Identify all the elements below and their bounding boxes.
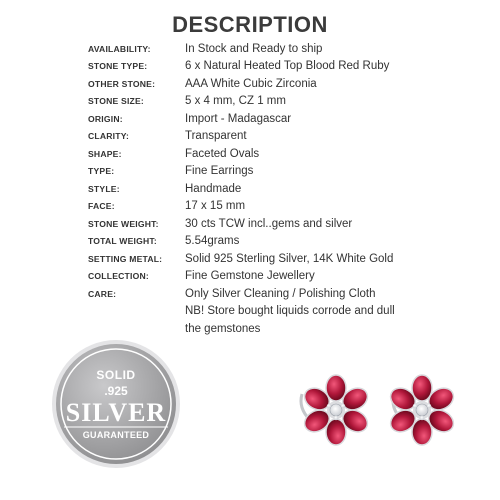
spec-value: 6 x Natural Heated Top Blood Red Ruby bbox=[185, 60, 390, 73]
page-title: DESCRIPTION bbox=[172, 12, 328, 37]
spec-row-setting-metal bbox=[88, 250, 488, 268]
care-note-line bbox=[88, 303, 488, 321]
spec-label: STONE SIZE: bbox=[88, 96, 144, 107]
spec-value: Transparent bbox=[185, 130, 247, 143]
spec-label: CLARITY: bbox=[88, 131, 130, 142]
spec-label: AVAILABILITY: bbox=[88, 43, 151, 54]
spec-label: STYLE: bbox=[88, 183, 120, 194]
spec-value: Handmade bbox=[185, 182, 242, 195]
spec-label: TOTAL WEIGHT: bbox=[88, 236, 157, 247]
spec-label: ORIGIN: bbox=[88, 113, 123, 124]
spec-value: 30 cts TCW incl..gems and silver bbox=[185, 217, 353, 230]
spec-label: COLLECTION: bbox=[88, 271, 149, 282]
spec-value: Only Silver Cleaning / Polishing Cloth bbox=[185, 287, 376, 300]
spec-value: Faceted Ovals bbox=[185, 147, 260, 160]
spec-label: SHAPE: bbox=[88, 148, 122, 159]
spec-label: SETTING METAL: bbox=[88, 253, 163, 264]
spec-label: FACE: bbox=[88, 201, 115, 212]
spec-row-type bbox=[88, 163, 488, 181]
spec-row-total-weight bbox=[88, 233, 488, 251]
seal-text-guaranteed: GUARANTEED bbox=[82, 430, 150, 440]
spec-value: NB! Store bought liquids corrode and dull bbox=[185, 305, 395, 318]
spec-label: STONE WEIGHT: bbox=[88, 218, 159, 229]
care-note-line bbox=[88, 320, 488, 338]
spec-row-shape bbox=[88, 145, 488, 163]
spec-value: Fine Earrings bbox=[185, 165, 254, 178]
ruby-earrings-photo bbox=[292, 360, 472, 460]
spec-value: Fine Gemstone Jewellery bbox=[185, 270, 315, 283]
silver-guarantee-seal bbox=[50, 338, 182, 470]
spec-value: Import - Madagascar bbox=[185, 112, 292, 125]
spec-label: CARE: bbox=[88, 288, 117, 299]
seal-text-silver: SILVER bbox=[65, 398, 167, 427]
spec-label: STONE TYPE: bbox=[88, 61, 148, 72]
earrings-graphic bbox=[292, 360, 472, 460]
spec-label: OTHER STONE: bbox=[88, 78, 156, 89]
spec-value: 5 x 4 mm, CZ 1 mm bbox=[185, 95, 286, 108]
seal-text-925: .925 bbox=[104, 384, 128, 398]
spec-value: In Stock and Ready to ship bbox=[185, 42, 323, 55]
seal-text-solid: SOLID bbox=[96, 368, 136, 382]
spec-table bbox=[88, 40, 488, 338]
spec-value: Solid 925 Sterling Silver, 14K White Gold bbox=[185, 252, 394, 265]
spec-row-stone-weight bbox=[88, 215, 488, 233]
spec-row-other-stone bbox=[88, 75, 488, 93]
spec-row-clarity bbox=[88, 128, 488, 146]
spec-value: the gemstones bbox=[185, 322, 261, 335]
spec-row-availability bbox=[88, 40, 488, 58]
right-earring bbox=[387, 375, 458, 445]
spec-value: AAA White Cubic Zirconia bbox=[185, 77, 317, 90]
spec-label: TYPE: bbox=[88, 166, 115, 177]
spec-row-face bbox=[88, 198, 488, 216]
spec-value: 5.54grams bbox=[185, 235, 240, 248]
spec-row-stone-type bbox=[88, 58, 488, 76]
left-earring bbox=[301, 375, 372, 445]
spec-row-stone-size bbox=[88, 93, 488, 111]
spec-row-origin bbox=[88, 110, 488, 128]
spec-row-collection bbox=[88, 268, 488, 286]
spec-row-care bbox=[88, 285, 488, 303]
spec-value: 17 x 15 mm bbox=[185, 200, 246, 213]
spec-row-style bbox=[88, 180, 488, 198]
